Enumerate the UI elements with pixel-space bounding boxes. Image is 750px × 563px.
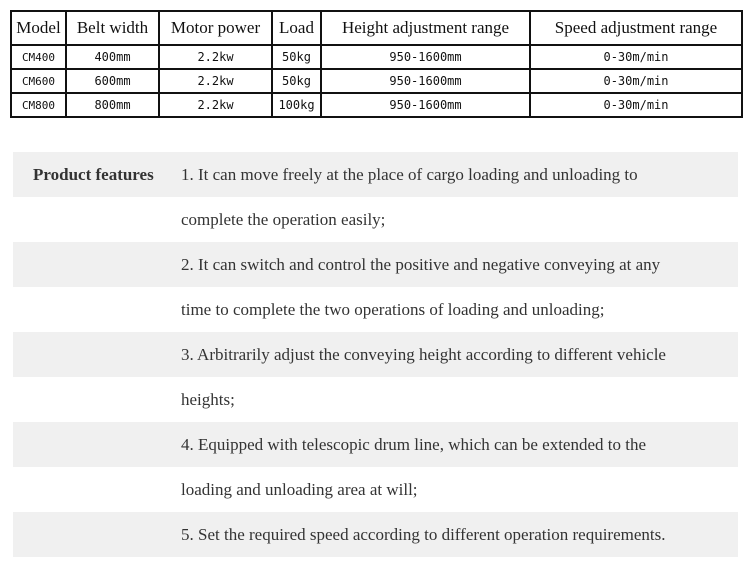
table-row (11, 69, 742, 93)
cell-load: 50kg (272, 45, 321, 69)
cell-model: CM600 (11, 69, 66, 93)
cell-motor-power: 2.2kw (159, 93, 272, 117)
header-belt-width: Belt width (66, 11, 159, 45)
feature-text: 4. Equipped with telescopic drum line, which can be extended to the (181, 435, 647, 454)
cell-model: CM400 (11, 45, 66, 69)
feature-text: 3. Arbitrarily adjust the conveying height according to different vehicle (181, 345, 666, 364)
feature-line (13, 197, 738, 242)
table-row (11, 45, 742, 69)
feature-text: heights; (181, 390, 235, 409)
header-load: Load (272, 11, 321, 45)
table-header-row (11, 11, 742, 45)
cell-load: 100kg (272, 93, 321, 117)
header-speed-range: Speed adjustment range (530, 11, 742, 45)
feature-line (13, 152, 738, 197)
cell-speed-range: 0-30m/min (530, 93, 742, 117)
feature-text: loading and unloading area at will; (181, 480, 418, 499)
feature-text: 2. It can switch and control the positive and negative conveying at any (181, 255, 661, 274)
cell-speed-range: 0-30m/min (530, 45, 742, 69)
features-label: Product features (33, 165, 154, 184)
header-height-range: Height adjustment range (321, 11, 530, 45)
cell-model: CM800 (11, 93, 66, 117)
cell-belt-width: 800mm (66, 93, 159, 117)
cell-motor-power: 2.2kw (159, 69, 272, 93)
cell-load: 50kg (272, 69, 321, 93)
cell-height-range: 950-1600mm (321, 69, 530, 93)
feature-line (13, 287, 738, 332)
cell-belt-width: 600mm (66, 69, 159, 93)
feature-text: time to complete the two operations of loading and unloading; (181, 300, 605, 319)
feature-line (13, 242, 738, 287)
feature-text: complete the operation easily; (181, 210, 386, 229)
spec-table (10, 10, 743, 118)
cell-speed-range: 0-30m/min (530, 69, 742, 93)
feature-line (13, 377, 738, 422)
product-features-section (13, 152, 738, 557)
feature-text: 1. It can move freely at the place of cargo loading and unloading to (181, 165, 638, 184)
feature-line (13, 512, 738, 557)
cell-belt-width: 400mm (66, 45, 159, 69)
feature-line (13, 332, 738, 377)
cell-motor-power: 2.2kw (159, 45, 272, 69)
header-model: Model (11, 11, 66, 45)
feature-line (13, 422, 738, 467)
cell-height-range: 950-1600mm (321, 45, 530, 69)
table-row (11, 93, 742, 117)
header-motor-power: Motor power (159, 11, 272, 45)
feature-text: 5. Set the required speed according to different operation requirements. (181, 525, 666, 544)
feature-line (13, 467, 738, 512)
cell-height-range: 950-1600mm (321, 93, 530, 117)
